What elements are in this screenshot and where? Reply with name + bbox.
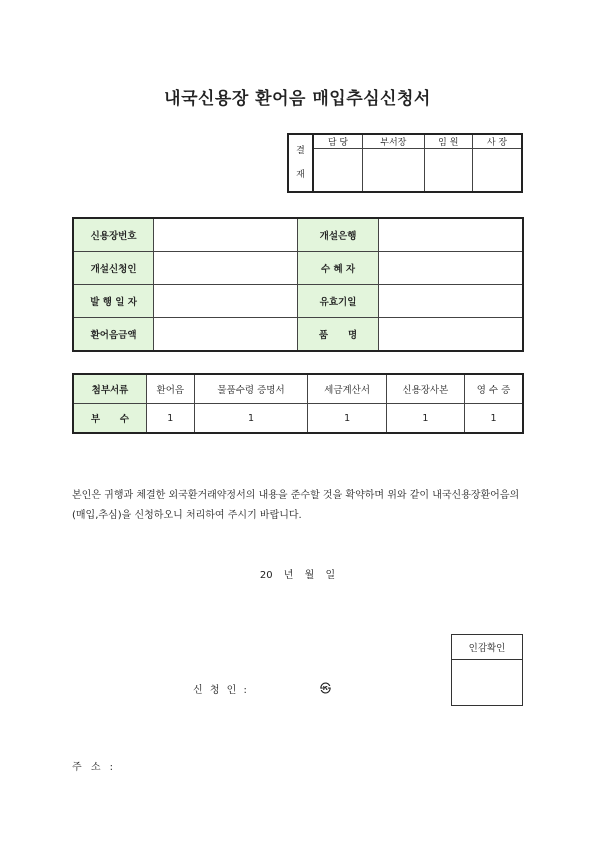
- seal-check-label: 인감확인: [452, 635, 523, 660]
- issue-date-field[interactable]: [154, 285, 298, 318]
- applicant-opener-label: 개설신청인: [73, 252, 154, 285]
- approval-table: [287, 133, 523, 193]
- date-line: 20 년 월 일: [259, 570, 336, 581]
- goods-name-field[interactable]: [378, 318, 523, 352]
- expiry-date-label: 유효기일: [298, 285, 378, 318]
- approval-label-char: 재: [296, 170, 305, 180]
- attachments-header-label: 첨부서류: [73, 374, 147, 404]
- lc-number-label: 신용장번호: [73, 218, 154, 252]
- seal-check-box: [451, 634, 523, 706]
- attachments-table: [72, 373, 524, 434]
- attachment-item: 환어음: [147, 374, 195, 404]
- approval-header-manager: 부서장: [362, 134, 424, 149]
- approval-header-executive: 임 원: [424, 134, 472, 149]
- approval-sign-executive[interactable]: [424, 149, 472, 193]
- page-title: 내국신용장 환어음 매입추심신청서: [164, 89, 431, 109]
- approval-header-president: 사 장: [472, 134, 522, 149]
- copies-label: 부 수: [73, 404, 147, 434]
- attachment-count[interactable]: 1: [464, 404, 523, 434]
- attachment-count[interactable]: 1: [308, 404, 386, 434]
- applicant-opener-field[interactable]: [154, 252, 298, 285]
- issuing-bank-label: 개설은행: [298, 218, 378, 252]
- table-row: [73, 252, 523, 285]
- seal-icon: ㉿: [320, 682, 331, 695]
- address-label: 주 소 :: [72, 762, 117, 773]
- approval-sign-manager[interactable]: [362, 149, 424, 193]
- lc-number-field[interactable]: [154, 218, 298, 252]
- attachment-item: 영 수 증: [464, 374, 523, 404]
- attachment-count[interactable]: 1: [386, 404, 464, 434]
- table-row: [73, 318, 523, 352]
- seal-check-area[interactable]: [452, 660, 523, 706]
- bill-amount-field[interactable]: [154, 318, 298, 352]
- credit-info-table: [72, 217, 524, 352]
- bill-amount-label: 환어음금액: [73, 318, 154, 352]
- table-row: [73, 285, 523, 318]
- beneficiary-label: 수 혜 자: [298, 252, 378, 285]
- issuing-bank-field[interactable]: [378, 218, 523, 252]
- goods-name-label: 품 명: [298, 318, 378, 352]
- pledge-statement: 본인은 귀행과 체결한 외국환거래약정서의 내용을 준수할 것을 확약하며 위와 같이 내국신용장환어음의(매입,추심)을 신청하오니 처리하여 주시기 바랍니다.: [72, 490, 520, 521]
- attachment-count[interactable]: 1: [147, 404, 195, 434]
- beneficiary-field[interactable]: [378, 252, 523, 285]
- table-row: [73, 218, 523, 252]
- approval-sign-staff[interactable]: [313, 149, 362, 193]
- expiry-date-field[interactable]: [378, 285, 523, 318]
- attachment-item: 세금계산서: [308, 374, 386, 404]
- table-row: [73, 374, 523, 404]
- approval-header-staff: 담 당: [313, 134, 362, 149]
- approval-label: [288, 134, 313, 192]
- attachment-count[interactable]: 1: [194, 404, 308, 434]
- table-row: [73, 404, 523, 434]
- attachment-item: 물품수령 증명서: [194, 374, 308, 404]
- approval-label-char: 결: [296, 146, 305, 156]
- issue-date-label: 발 행 일 자: [73, 285, 154, 318]
- applicant-label: 신 청 인 :: [193, 685, 249, 696]
- approval-sign-president[interactable]: [472, 149, 522, 193]
- attachment-item: 신용장사본: [386, 374, 464, 404]
